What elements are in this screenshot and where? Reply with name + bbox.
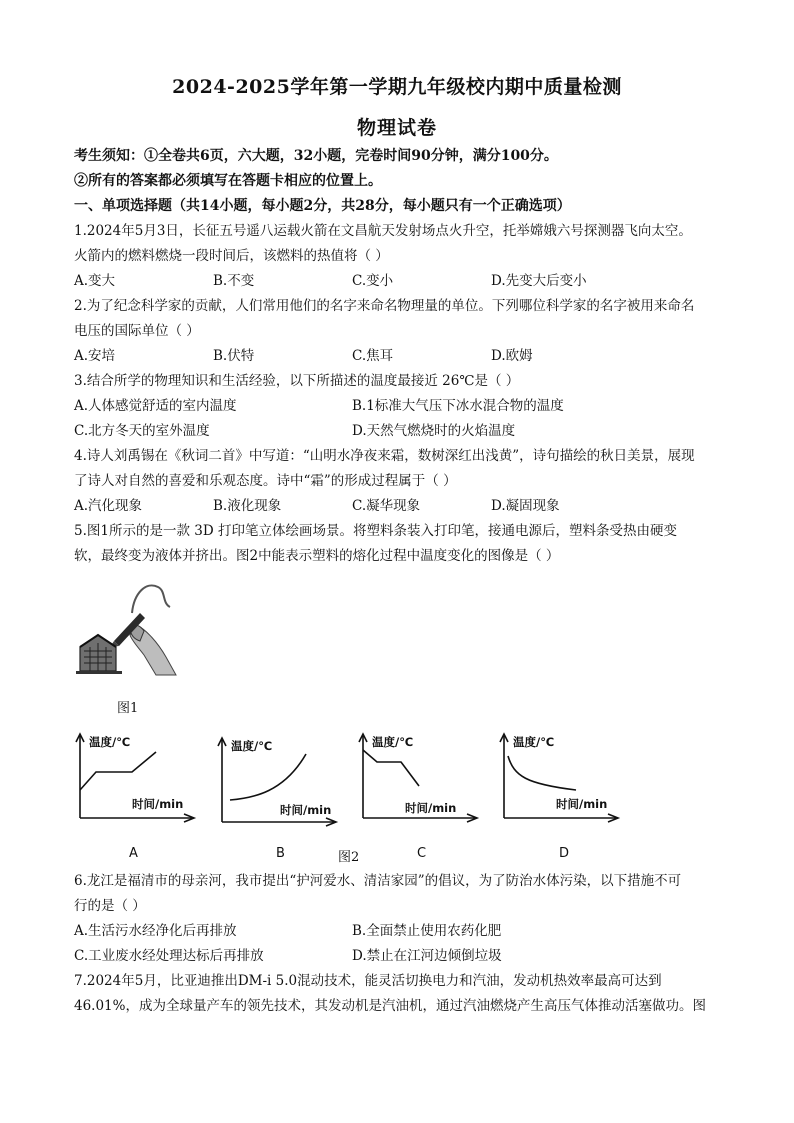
section-heading: 一、单项选择题（共14小题，每小题2分，共28分，每小题只有一个正确选项） [74,198,571,214]
q1-option-b: B.不变 [213,273,255,289]
q7-stem-line-2: 46.01%，成为全球量产车的领先技术，其发动机是汽油机，通过汽油燃烧产生高压气体推动活塞做功。图 [74,998,706,1014]
graph-c-curve [363,750,419,786]
graph-d-ylabel: 温度/℃ [513,735,555,749]
graph-d [496,732,626,827]
q6-option-b: B.全面禁止使用农药化肥 [352,923,502,939]
graph-a-label: A [129,846,138,861]
q6-stem-line-1: 6.龙江是福清市的母亲河，我市提出“护河爱水、清洁家园”的倡议，为了防治水体污染，以下措施不可 [74,873,682,889]
q4-option-c: C.凝华现象 [352,498,421,514]
graph-b-xlabel: 时间/min [280,803,332,817]
q6-option-c: C.工业废水经处理达标后再排放 [74,948,264,964]
graph-a [72,732,202,827]
q3-option-c: C.北方冬天的室外温度 [74,423,210,439]
q1-option-c: C.变小 [352,273,394,289]
q3-option-a: A.人体感觉舒适的室内温度 [74,398,237,414]
q3-option-b: B.1标准大气压下冰水混合物的温度 [352,398,564,414]
q4-stem-line-2: 了诗人对自然的喜爱和乐观态度。诗中“霜”的形成过程属于（ ） [74,473,457,489]
graph-a-curve [80,752,156,790]
figure-2-caption: 图2 [338,850,360,865]
graph-d-label: D [559,846,570,861]
q4-option-a: A.汽化现象 [74,498,143,514]
q2-option-d: D.欧姆 [491,348,533,364]
q1-stem-line-1: 1.2024年5月3日，长征五号遥八运载火箭在文昌航天发射场点火升空，托举嫦娥六号探测器飞向太空。 [74,223,692,239]
q2-option-c: C.焦耳 [352,348,394,364]
graph-b-label: B [276,846,285,861]
q1-option-a: A.变大 [74,273,116,289]
q6-stem-line-2: 行的是（ ） [74,898,146,914]
graph-a-ylabel: 温度/℃ [89,735,131,749]
q4-stem-line-1: 4.诗人刘禹锡在《秋词二首》中写道：“山明水净夜来霜，数树深红出浅黄”，诗句描绘的秋日美景，展现 [74,448,695,464]
q3-stem-line-1: 3.结合所学的物理知识和生活经验，以下所描述的温度最接近 26℃是（ ） [74,373,520,389]
q5-stem-line-2: 软，最终变为液体并挤出。图2中能表示塑料的熔化过程中温度变化的图像是（ ） [74,548,560,564]
graph-b [214,736,344,831]
figure-1-caption: 图1 [117,701,139,716]
graph-c-ylabel: 温度/℃ [372,735,414,749]
graph-b-ylabel: 温度/℃ [231,739,273,753]
q7-stem-line-1: 7.2024年5月，比亚迪推出DM-i 5.0混动技术，能灵活切换电力和汽油，发动机热效率最高可达到 [74,973,662,989]
q5-stem-line-1: 5.图1所示的是一款 3D 打印笔立体绘画场景。将塑料条装入打印笔，接通电源后，塑料条受热由硬变 [74,523,677,539]
q2-stem-line-2: 电压的国际单位（ ） [74,323,200,339]
q6-option-a: A.生活污水经净化后再排放 [74,923,237,939]
notice-line-2: ②所有的答案都必须填写在答题卡相应的位置上。 [74,173,382,189]
graph-c-xlabel: 时间/min [405,801,457,815]
graph-c-label: C [417,846,427,861]
graph-b-curve [230,754,306,800]
exam-title: 2024-2025学年第一学期九年级校内期中质量检测 [172,76,622,98]
graph-c [355,732,485,827]
graph-a-xlabel: 时间/min [132,797,184,811]
q6-option-d: D.禁止在江河边倾倒垃圾 [352,948,502,964]
graph-d-xlabel: 时间/min [556,797,608,811]
q1-stem-line-2: 火箭内的燃料燃烧一段时间后，该燃料的热值将（ ） [74,248,389,264]
notice-line-1: 考生须知：①全卷共6页，六大题，32小题，完卷时间90分钟，满分100分。 [74,148,558,164]
exam-subtitle: 物理试卷 [356,117,437,139]
q2-option-a: A.安培 [74,348,116,364]
figure-1-3d-pen-photo [74,575,184,680]
q1-option-d: D.先变大后变小 [491,273,587,289]
q4-option-d: D.凝固现象 [491,498,560,514]
q4-option-b: B.液化现象 [213,498,282,514]
q2-stem-line-1: 2.为了纪念科学家的贡献，人们常用他们的名字来命名物理量的单位。下列哪位科学家的名字被用来命名 [74,298,695,314]
q2-option-b: B.伏特 [213,348,255,364]
graph-d-curve [508,756,576,790]
q3-option-d: D.天然气燃烧时的火焰温度 [352,423,516,439]
